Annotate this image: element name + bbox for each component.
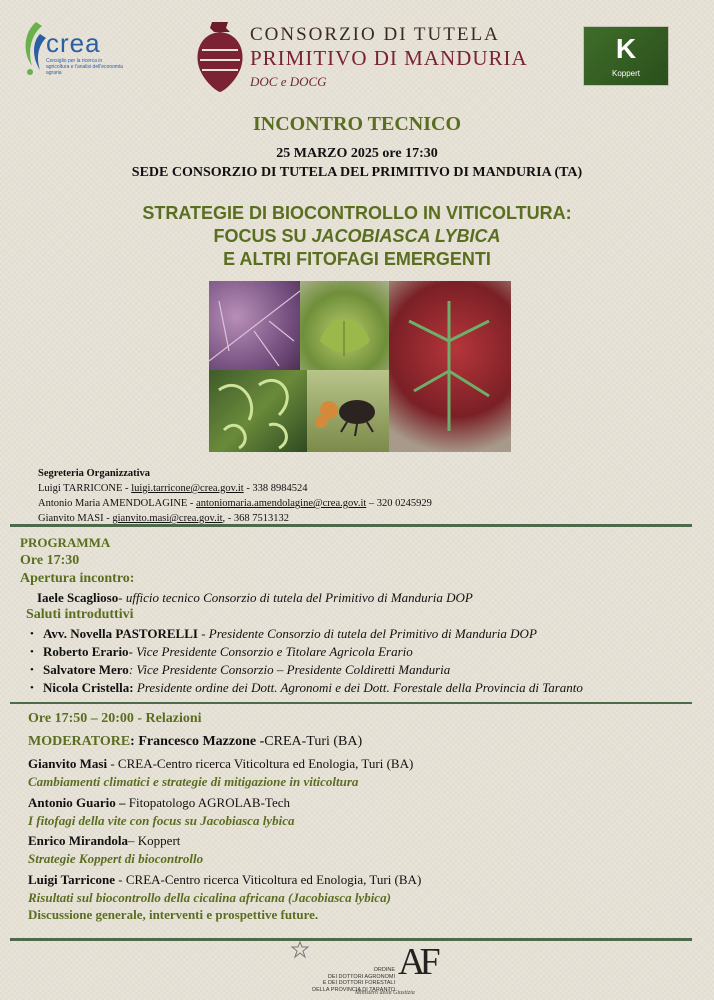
talk-org: – Koppert bbox=[128, 833, 181, 848]
talk-org: - CREA-Centro ricerca Viticoltura ed Enologia, Turi (BA) bbox=[115, 872, 422, 887]
talk-speaker-row bbox=[28, 756, 413, 772]
apertura-row bbox=[37, 590, 473, 606]
ordine-line: E DEI DOTTORI FORESTALI bbox=[322, 980, 395, 986]
contact-phone: , - 368 7513132 bbox=[222, 513, 290, 524]
programma-time1: Ore 17:30 bbox=[20, 553, 80, 568]
talk-title: Cambiamenti climatici e strategie di mitigazione in viticoltura bbox=[28, 774, 359, 789]
bullet-icon: • bbox=[30, 682, 34, 694]
talk-title: Strategie Koppert di biocontrollo bbox=[28, 851, 204, 866]
consorzio-doc: DOC e DOCG bbox=[250, 74, 327, 89]
programma-heading: PROGRAMMA bbox=[20, 535, 111, 550]
talk-title: Risultati sul biocontrollo della cicalina africana (Jacobiasca lybica) bbox=[28, 890, 391, 905]
consorzio-title: CONSORZIO DI TUTELA bbox=[250, 24, 500, 45]
moderatore-name: : Francesco Mazzone - bbox=[130, 734, 265, 749]
moderatore-row bbox=[28, 734, 362, 750]
talk-org: - CREA-Centro ricerca Viticoltura ed Enologia, Turi (BA) bbox=[107, 756, 414, 771]
crea-subtitle: Consiglio per la ricerca in agricoltura e l'analisi dell'economia agraria bbox=[46, 58, 123, 76]
apertura-role: - ufficio tecnico Consorzio di tutela del Primitivo di Manduria DOP bbox=[118, 590, 473, 605]
talk-speaker: Antonio Guario – bbox=[28, 795, 126, 810]
consorzio-amphora-logo bbox=[190, 20, 250, 94]
bullet-icon: • bbox=[30, 664, 34, 676]
saluti-name: Nicola Cristella: bbox=[43, 680, 134, 695]
af-logo: AF bbox=[398, 941, 435, 983]
consorzio-primitivo: PRIMITIVO DI MANDURIA bbox=[250, 46, 528, 70]
divider bbox=[10, 524, 692, 527]
koppert-logo bbox=[583, 26, 669, 86]
saluti-role: : Vice Presidente Consorzio – Presidente Coldiretti Manduria bbox=[128, 662, 451, 677]
saluti-role: - Presidente Consorzio di tutela del Primitivo di Manduria DOP bbox=[197, 626, 537, 641]
photo-beetle bbox=[307, 370, 389, 452]
saluti-name: Salvatore Mero bbox=[43, 662, 129, 677]
contact-name: Luigi TARRICONE - bbox=[38, 483, 132, 494]
moderatore-label: MODERATORE bbox=[28, 734, 131, 749]
saluti-item bbox=[43, 662, 450, 678]
contact-row bbox=[38, 481, 432, 496]
contact-phone: - 338 8984524 bbox=[243, 483, 308, 494]
talk-speaker-row bbox=[28, 833, 180, 849]
koppert-k-icon: K bbox=[615, 33, 637, 64]
photo-purple-leaf bbox=[209, 281, 300, 370]
saluti-role: - Vice Presidente Consorzio e Titolare Agricola Erario bbox=[128, 644, 413, 659]
ordine-line: ORDINE bbox=[373, 967, 395, 973]
talk-speaker-row bbox=[28, 872, 421, 888]
saluti-item bbox=[43, 680, 583, 696]
title-focus-su: FOCUS SU bbox=[213, 226, 312, 246]
talk-speaker: Luigi Tarricone bbox=[28, 872, 116, 887]
saluti-heading: Saluti introduttivi bbox=[26, 607, 134, 622]
contact-name: Antonio Maria AMENDOLAGINE - bbox=[38, 498, 197, 509]
event-venue: SEDE CONSORZIO DI TUTELA DEL PRIMITIVO DI MANDURIA (TA) bbox=[131, 165, 583, 180]
talk-org: Fitopatologo AGROLAB-Tech bbox=[125, 795, 290, 810]
photo-nematodes bbox=[209, 370, 307, 452]
event-date-time: 25 MARZO 2025 ore 17:30 bbox=[276, 146, 438, 161]
ordine-line: DEI DOTTORI AGRONOMI bbox=[327, 973, 395, 980]
segreteria-block bbox=[38, 466, 432, 526]
moderatore-org: CREA-Turi (BA) bbox=[264, 734, 363, 749]
republic-emblem-icon bbox=[290, 940, 310, 962]
closing-line: Discussione generale, interventi e prospettive future. bbox=[28, 907, 319, 922]
contact-email-link[interactable]: gianvito.masi@crea.gov.it bbox=[112, 513, 223, 524]
photo-red-vine-leaf bbox=[389, 281, 511, 452]
saluti-role: Presidente ordine dei Dott. Agronomi e dei Dott. Forestale della Provincia di Taranto bbox=[133, 680, 583, 695]
ministero-text: Ministero della Giustizia bbox=[355, 990, 415, 996]
divider bbox=[10, 938, 692, 941]
photo-green-leaves bbox=[300, 281, 389, 370]
saluti-name: Roberto Erario bbox=[43, 644, 129, 659]
contact-row bbox=[38, 496, 432, 511]
main-title-line3: E ALTRI FITOFAGI EMERGENTI bbox=[223, 249, 491, 269]
talk-title: I fitofagi della vite con focus su Jacobiasca lybica bbox=[28, 813, 295, 828]
contact-email-link[interactable]: antoniomaria.amendolagine@crea.gov.it bbox=[196, 498, 367, 509]
bullet-icon: • bbox=[30, 628, 34, 640]
segreteria-heading: Segreteria Organizzativa bbox=[38, 468, 151, 479]
talk-speaker: Gianvito Masi bbox=[28, 756, 108, 771]
title-species: JACOBIASCA LYBICA bbox=[311, 226, 501, 246]
divider bbox=[10, 702, 692, 704]
contact-phone: – 320 0245929 bbox=[366, 498, 432, 509]
contact-name: Gianvito MASI - bbox=[38, 513, 113, 524]
koppert-name: Koppert bbox=[611, 69, 641, 78]
saluti-item bbox=[43, 644, 413, 660]
saluti-item bbox=[43, 626, 537, 642]
crea-name: crea bbox=[46, 28, 101, 58]
saluti-name: Avv. Novella PASTORELLI bbox=[43, 626, 198, 641]
contact-email-link[interactable]: luigi.tarricone@crea.gov.it bbox=[131, 483, 244, 494]
relazioni-heading: Ore 17:50 – 20:00 - Relazioni bbox=[28, 711, 202, 726]
talk-speaker-row bbox=[28, 795, 290, 811]
main-title-line2 bbox=[0, 226, 714, 247]
event-type: INCONTRO TECNICO bbox=[253, 113, 461, 135]
ordine-line: DELLA PROVINCIA DI TARANTO bbox=[312, 986, 395, 993]
apertura-heading: Apertura incontro: bbox=[20, 571, 135, 586]
bullet-icon: • bbox=[30, 646, 34, 658]
apertura-name: Iaele Scaglioso bbox=[37, 590, 119, 605]
main-title-line1: STRATEGIE DI BIOCONTROLLO IN VITICOLTURA: bbox=[142, 203, 572, 223]
talk-speaker: Enrico Mirandola bbox=[28, 833, 129, 848]
